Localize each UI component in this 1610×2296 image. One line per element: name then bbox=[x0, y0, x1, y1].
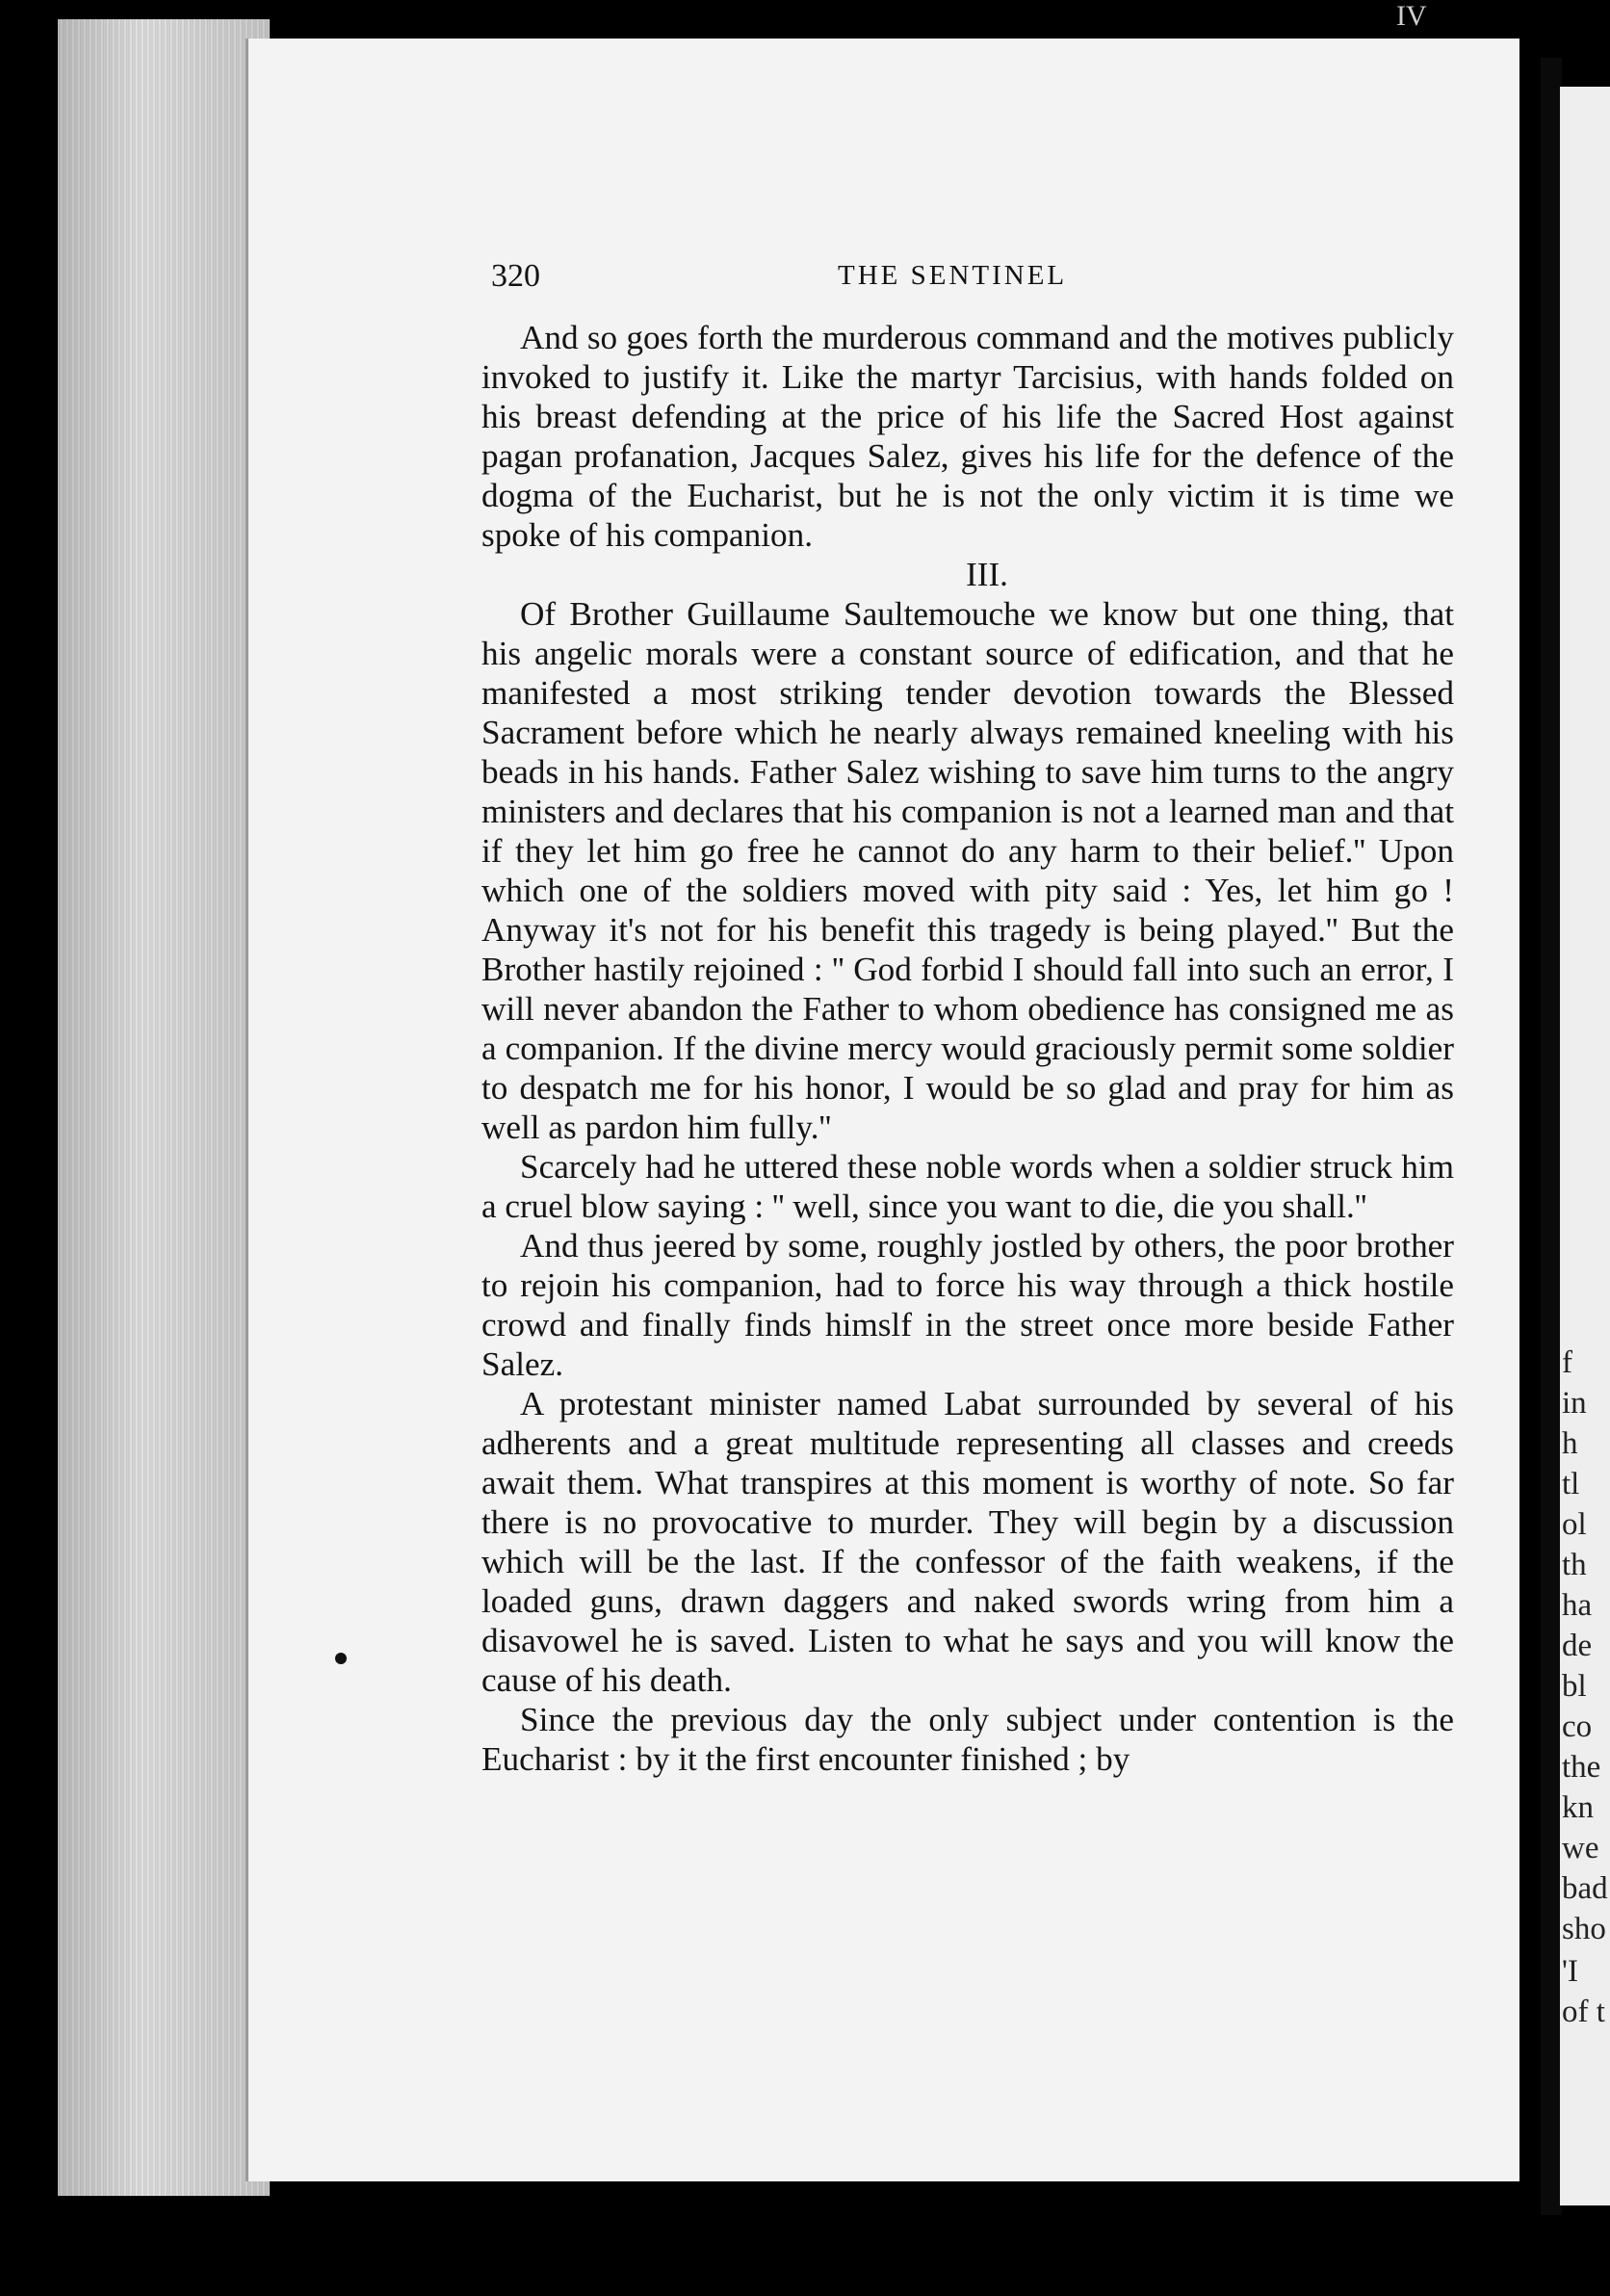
facing-page-fragment: th bbox=[1562, 1548, 1587, 1582]
facing-page-fragment: tl bbox=[1562, 1467, 1580, 1501]
facing-page-fragment: co bbox=[1562, 1709, 1593, 1744]
facing-page-fragment: f bbox=[1562, 1345, 1572, 1380]
book-page-edges bbox=[58, 19, 270, 2196]
paragraph: A protestant minister named Labat surrounded by several of his adherents and a great multitude representing all classes and creeds await them. What transpires at this moment is worthy of note. So far there is no provocative to murder. They will begin by a discussion which will be the last. If the confessor of the faith weakens, if the loaded guns, drawn daggers and naked swords wring from him a disavowel he is saved. Listen to what he says and you will know the cause of his death. bbox=[481, 1385, 1454, 1699]
facing-page-fragment: we bbox=[1562, 1831, 1599, 1866]
paragraph: And so goes forth the murderous command and the motives publicly invoked to justify it. Like the martyr Tarcisius, with hands folded on his breast defending at the price of his life the Sacred Host against pagan profanation, Jacques Salez, gives his life for the defence of the dogma of the Eucharist, but he is not the only victim it is time we spoke of his companion. bbox=[481, 319, 1454, 554]
facing-page-fragment: kn bbox=[1562, 1790, 1594, 1825]
paragraph: Since the previous day the only subject under contention is the Eucharist : by it the first encounter finished ; by bbox=[481, 1701, 1454, 1778]
facing-page-fragment: de bbox=[1562, 1629, 1593, 1663]
book-gutter bbox=[1541, 58, 1562, 2215]
facing-page-fragment: ol bbox=[1562, 1507, 1587, 1542]
paragraph: And thus jeered by some, roughly jostled by others, the poor brother to rejoin his companion, had to force his way through a thick hostile crowd and finally finds himslf in the street once more beside Father Salez. bbox=[481, 1227, 1454, 1383]
facing-page-fragment: 'I bbox=[1562, 1954, 1578, 1989]
page-header bbox=[491, 258, 1415, 306]
margin-ink-dot bbox=[335, 1653, 347, 1664]
section-heading: III. bbox=[966, 556, 1008, 593]
facing-page-fragment: ha bbox=[1562, 1588, 1593, 1623]
facing-page-fragment: sho bbox=[1562, 1912, 1606, 1946]
facing-page-fragment: h bbox=[1562, 1426, 1578, 1461]
facing-page-fragment: in bbox=[1562, 1386, 1587, 1421]
paragraph: Of Brother Guillaume Saultemouche we know but one thing, that his angelic morals were a constant source of edification, and that he manifested a most striking tender devotion towards the Blessed Sacrament before which he nearly always remained kneeling with his beads in his hands. Father Salez wishing to save him turns to the angry ministers and declares that his companion is not a learned man and that if they let him go free he cannot do any harm to their belief.'' Upon which one of the soldiers moved with pity said : Yes, let him go ! Anyway it's not for his benefit this tragedy is being played.'' But the Brother hastily rejoined : '' God forbid I should fall into such an error, I will never abandon the Father to whom obedience has consigned me as a companion. If the divine mercy would graciously permit some soldier to despatch me for his honor, I would be so glad and pray for him as well as pardon him fully.'' bbox=[481, 595, 1454, 1146]
facing-page-fragment: of t bbox=[1562, 1995, 1605, 2029]
corner-mark: IV bbox=[1396, 0, 1427, 32]
facing-page-fragment: bad bbox=[1562, 1871, 1608, 1906]
facing-page-fragment: bl bbox=[1562, 1669, 1587, 1704]
body-text bbox=[481, 318, 1454, 1779]
paragraph: Scarcely had he uttered these noble words when a soldier struck him a cruel blow saying : '' well, since you want to die, die you shall.'' bbox=[481, 1148, 1454, 1225]
running-title: THE SENTINEL bbox=[838, 260, 1068, 291]
page-number: 320 bbox=[491, 258, 540, 294]
facing-page-fragment: the bbox=[1562, 1750, 1601, 1785]
